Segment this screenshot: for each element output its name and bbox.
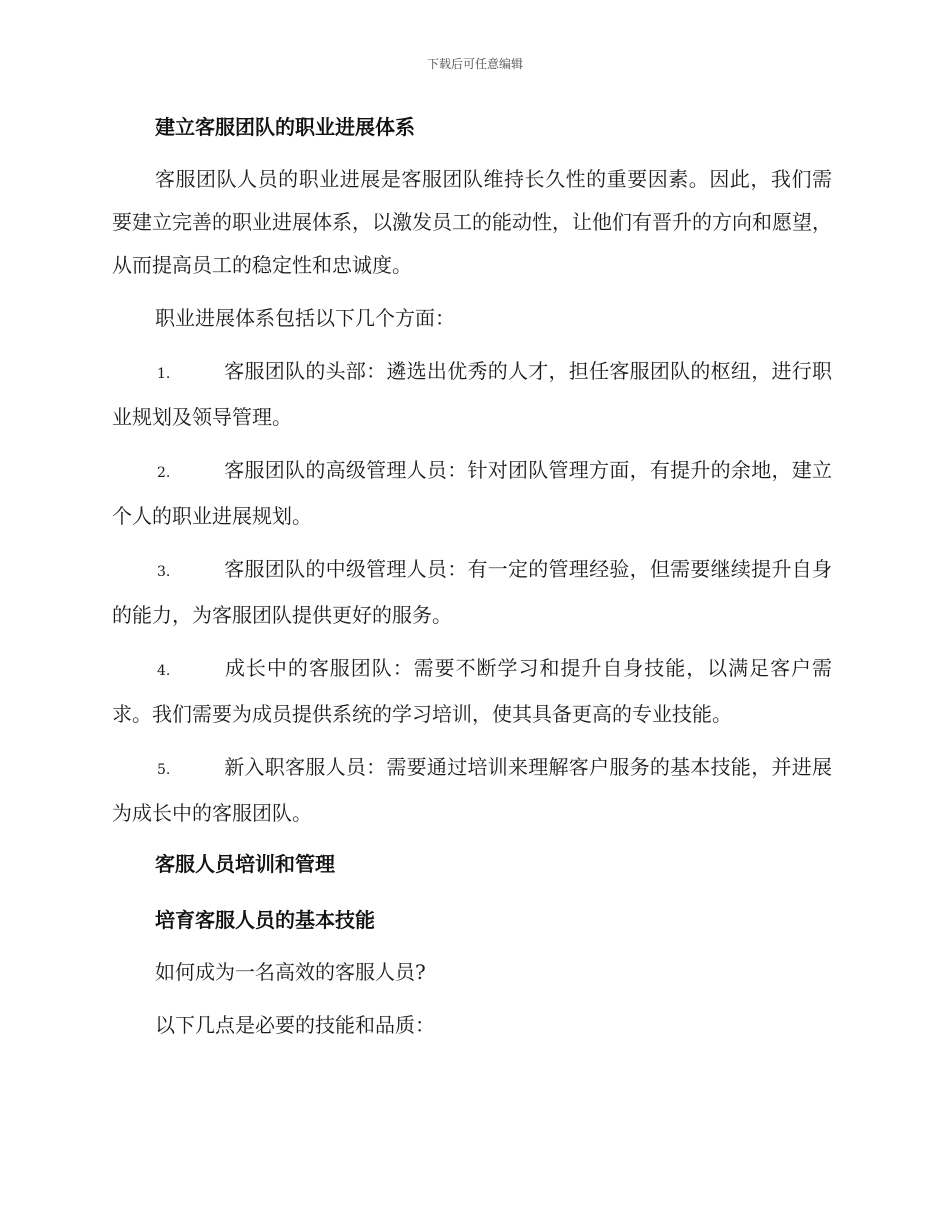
list-number: 4. [157, 663, 171, 679]
list-text: 客服团队的高级管理人员：针对团队管理方面，有提升的余地，建立个人的职业进展规划。 [112, 458, 832, 528]
list-number: 3. [157, 564, 171, 580]
paragraph-intro: 客服团队人员的职业进展是客服团队维持长久性的重要因素。因此，我们需要建立完善的职业进展体系，以激发员工的能动性，让他们有晋升的方向和愿望，从而提高员工的稳定性和忠诚度。 [112, 167, 832, 277]
list-number: 2. [157, 465, 171, 481]
section-heading-skills: 培育客服人员的基本技能 [155, 908, 375, 932]
section-heading-career: 建立客服团队的职业进展体系 [155, 115, 415, 139]
paragraph-list-intro: 职业进展体系包括以下几个方面： [155, 306, 455, 330]
list-text: 客服团队的中级管理人员：有一定的管理经验，但需要继续提升自身的能力，为客服团队提供更好的服务。 [112, 557, 832, 627]
list-number: 5. [157, 762, 171, 778]
header-note: 下载后可任意编辑 [426, 57, 523, 71]
list-item [112, 746, 832, 835]
list-text: 新入职客服人员：需要通过培训来理解客户服务的基本技能，并进展为成长中的客服团队。 [112, 755, 832, 825]
paragraph-question: 如何成为一名高效的客服人员? [155, 960, 426, 984]
list-item [112, 548, 832, 637]
paragraph-skills-intro: 以下几点是必要的技能和品质： [155, 1013, 435, 1037]
document-body [112, 112, 832, 1057]
list-item [112, 350, 832, 439]
list-text: 成长中的客服团队：需要不断学习和提升自身技能，以满足客户需求。我们需要为成员提供系统的学习培训，使其具备更高的专业技能。 [112, 656, 832, 726]
list-item [112, 449, 832, 538]
list-text: 客服团队的头部：遴选出优秀的人才，担任客服团队的枢纽，进行职业规划及领导管理。 [112, 359, 832, 429]
list-number: 1. [157, 366, 171, 382]
list-item [112, 647, 832, 736]
section-heading-training: 客服人员培训和管理 [155, 852, 335, 876]
